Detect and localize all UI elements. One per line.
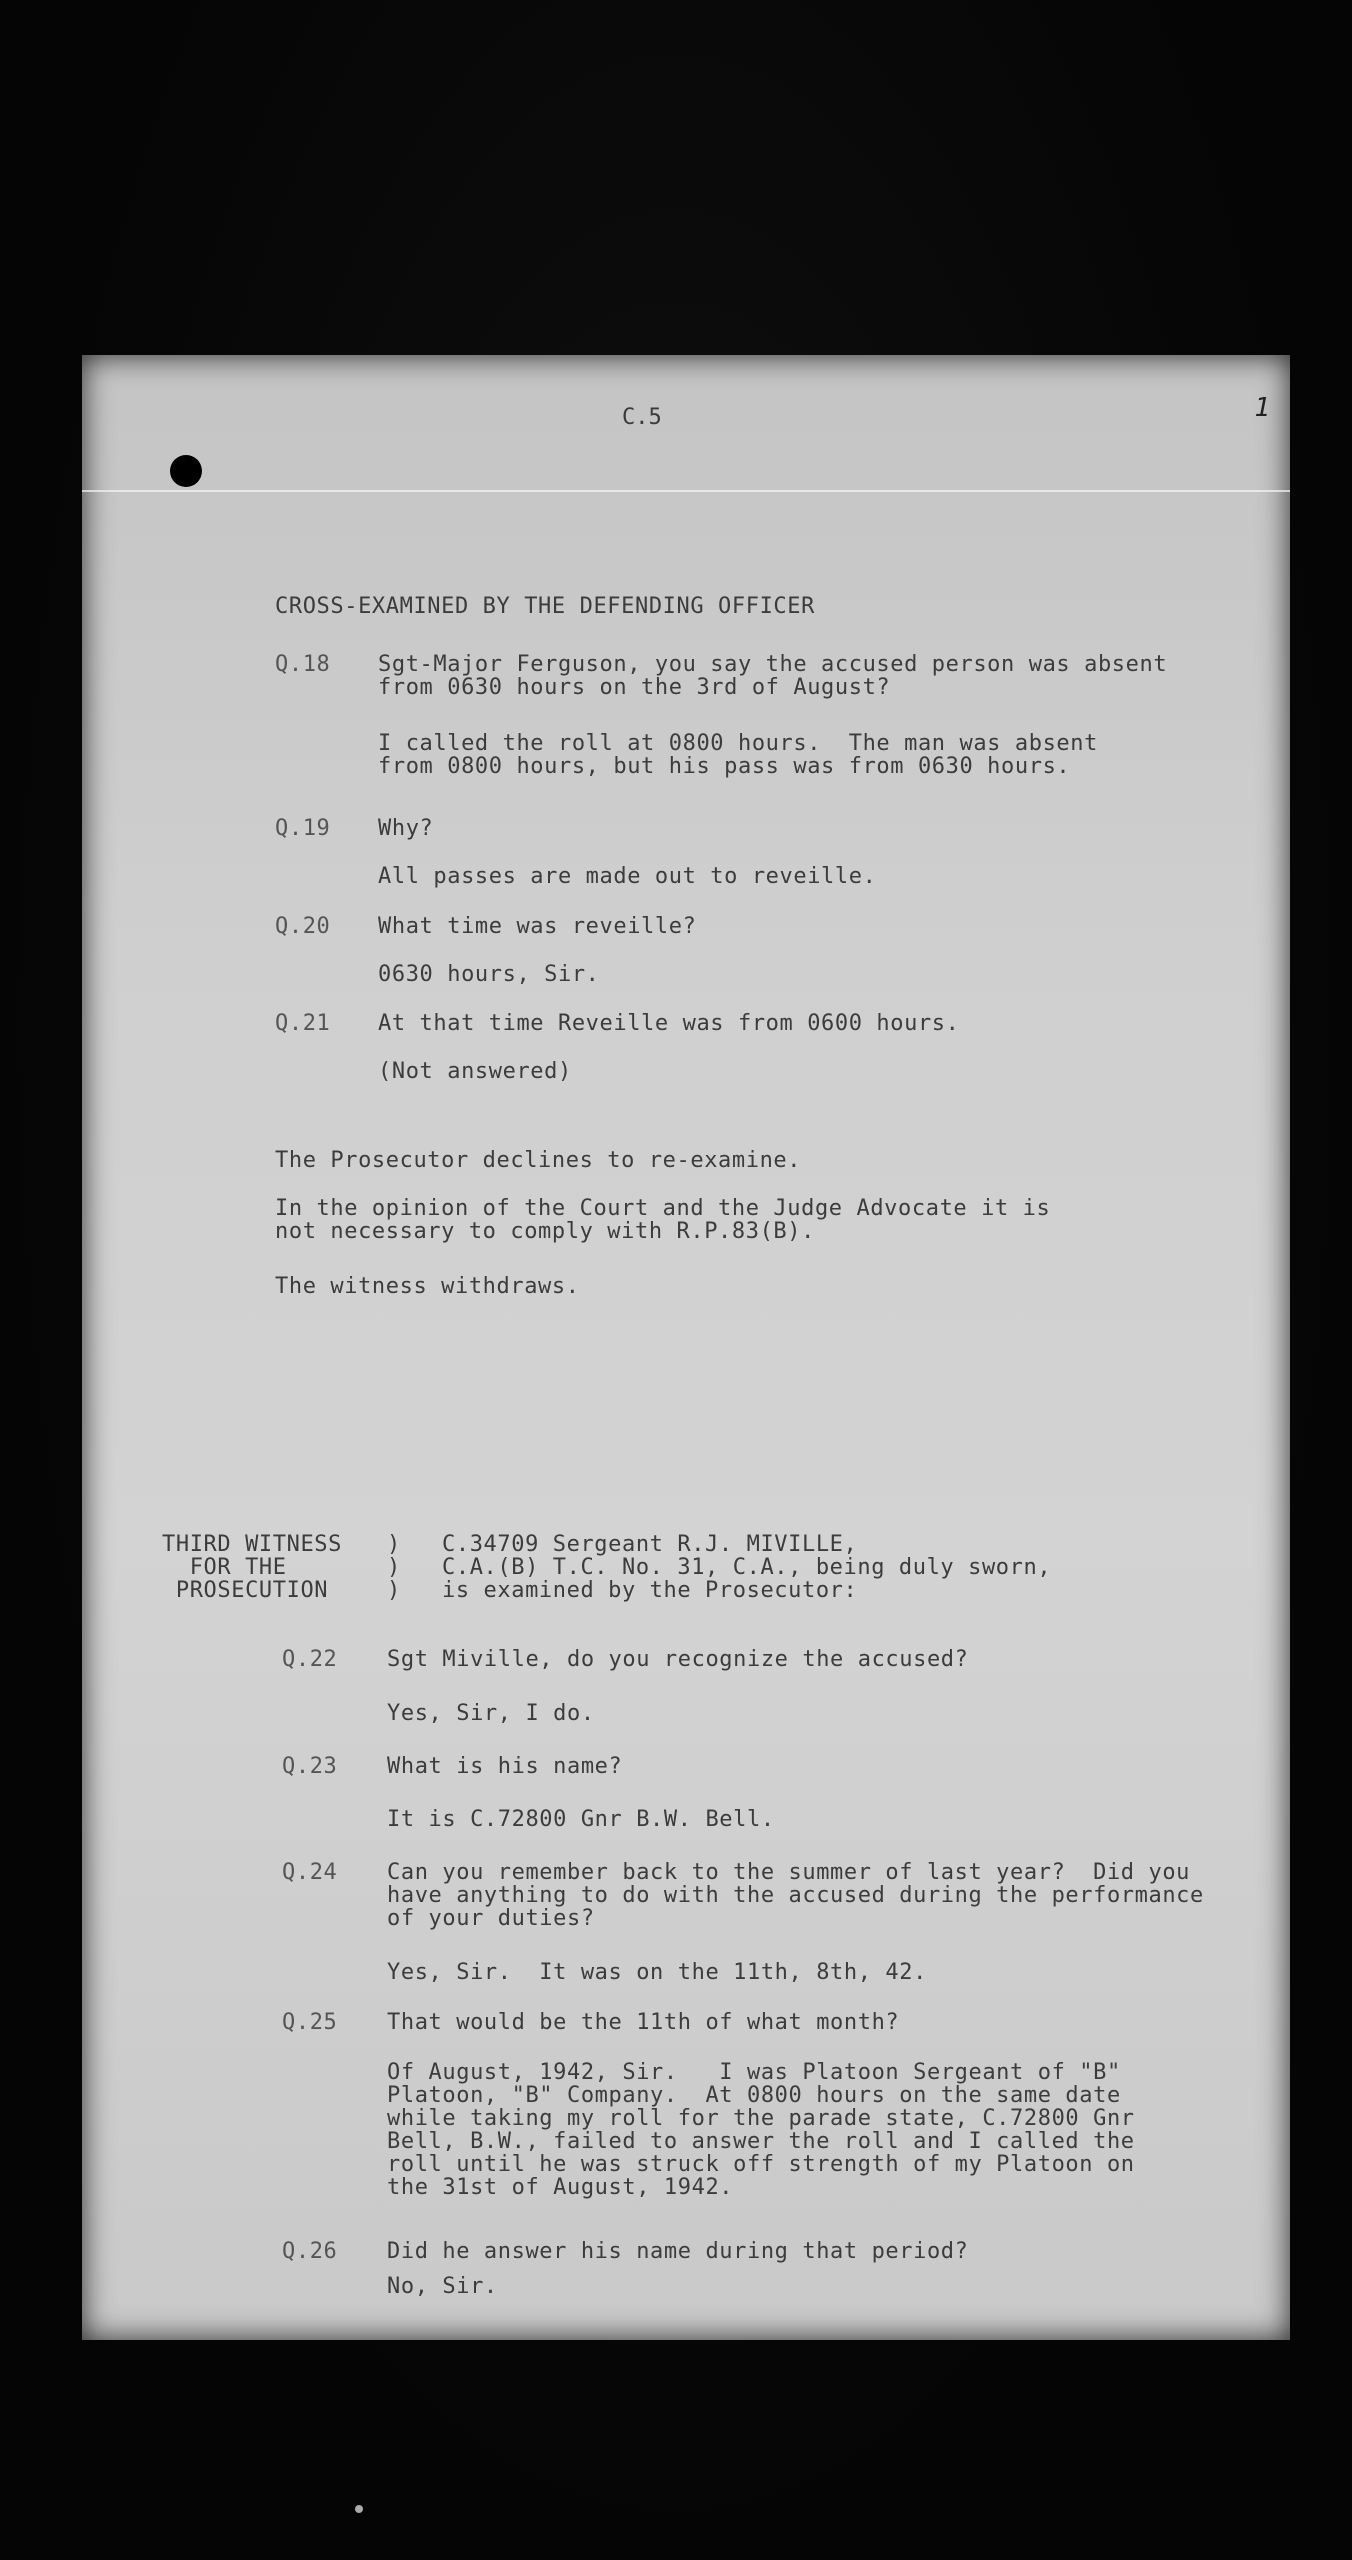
page-number: C.5: [622, 405, 662, 430]
film-speck: [355, 2505, 363, 2513]
question-text: Sgt-Major Ferguson, you say the accused person was absent from 0630 hours on the 3rd of August?: [378, 652, 1168, 700]
question-text: Why?: [378, 816, 434, 841]
question-text: What is his name?: [387, 1754, 623, 1779]
closing-statement: The Prosecutor declines to re-examine.: [275, 1148, 802, 1173]
answer-text: 0630 hours, Sir.: [378, 962, 600, 987]
answer-text: No, Sir.: [387, 2274, 498, 2299]
witness-description: C.34709 Sergeant R.J. MIVILLE, C.A.(B) T.C. No. 31, C.A., being duly sworn, is examined by the Prosecutor:: [442, 1532, 1052, 1603]
fold-line: [82, 490, 1290, 492]
question-text: Can you remember back to the summer of last year? Did you have anything to do with the accused during the performance of your duties?: [387, 1860, 1204, 1931]
answer-text: Of August, 1942, Sir. I was Platoon Sergeant of "B" Platoon, "B" Company. At 0800 hours on the same date while taking my roll for the parade state, C.72800 Gnr Bell, B.W., failed to answer the roll and I called the roll until he was struck off strength of my Platoon on the 31st of August, 1942.: [387, 2060, 1135, 2200]
answer-text: (Not answered): [378, 1059, 572, 1084]
question-number: Q.19: [275, 816, 331, 841]
answer-text: All passes are made out to reveille.: [378, 864, 877, 889]
question-text: That would be the 11th of what month?: [387, 2010, 900, 2035]
question-number: Q.25: [282, 2010, 338, 2035]
punch-hole: [170, 455, 202, 487]
answer-text: Yes, Sir, I do.: [387, 1701, 595, 1726]
question-text: Sgt Miville, do you recognize the accused?: [387, 1647, 969, 1672]
closing-statement: The witness withdraws.: [275, 1274, 580, 1299]
document-page: [82, 355, 1290, 2340]
answer-text: Yes, Sir. It was on the 11th, 8th, 42.: [387, 1960, 927, 1985]
question-number: Q.18: [275, 652, 331, 677]
question-text: Did he answer his name during that period?: [387, 2239, 969, 2264]
question-number: Q.23: [282, 1754, 338, 1779]
question-text: At that time Reveille was from 0600 hours.: [378, 1011, 960, 1036]
question-text: What time was reveille?: [378, 914, 697, 939]
section-heading: CROSS-EXAMINED BY THE DEFENDING OFFICER: [275, 594, 815, 619]
question-number: Q.24: [282, 1860, 338, 1885]
question-number: Q.20: [275, 914, 331, 939]
handwritten-folio-mark: 1: [1254, 393, 1270, 423]
answer-text: It is C.72800 Gnr B.W. Bell.: [387, 1807, 775, 1832]
closing-statement: In the opinion of the Court and the Judge Advocate it is not necessary to comply with R.P.83(B).: [275, 1196, 1051, 1244]
question-number: Q.22: [282, 1647, 338, 1672]
answer-text: I called the roll at 0800 hours. The man was absent from 0800 hours, but his pass was from 0630 hours.: [378, 731, 1098, 779]
witness-brackets: ) ) ): [387, 1532, 401, 1603]
witness-label: THIRD WITNESS FOR THE PROSECUTION: [162, 1532, 342, 1603]
question-number: Q.21: [275, 1011, 331, 1036]
question-number: Q.26: [282, 2239, 338, 2264]
